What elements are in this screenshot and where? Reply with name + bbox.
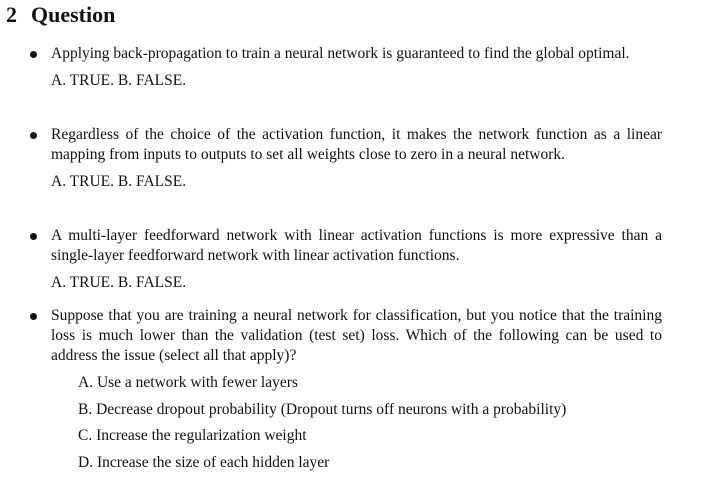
question-text: Applying back-propagation to train a neural network is guaranteed to find the global optimal.: [51, 45, 630, 62]
question-4: [30, 306, 662, 479]
question-2: [30, 125, 662, 192]
option-list: [78, 373, 662, 473]
option-d: D. Increase the size of each hidden layer: [78, 453, 330, 471]
question-text: Regardless of the choice of the activation function, it makes the network function as a linear mapping from inputs to outputs to set all weights close to zero in a neural network.: [51, 126, 662, 163]
bullet-icon: [30, 313, 37, 320]
answer-choices: A. TRUE. B. FALSE.: [51, 274, 187, 291]
section-heading: Question: [31, 2, 116, 27]
option-b: B. Decrease dropout probability (Dropout turns off neurons with a probability): [78, 400, 567, 418]
bullet-icon: [30, 132, 37, 139]
section-title: [6, 2, 115, 28]
question-1: [30, 44, 662, 91]
option-c: C. Increase the regularization weight: [78, 427, 307, 445]
option-a: A. Use a network with fewer layers: [78, 374, 298, 391]
bullet-icon: [30, 51, 37, 58]
answer-choices: A. TRUE. B. FALSE.: [51, 72, 187, 89]
question-3: [30, 226, 662, 293]
question-text: Suppose that you are training a neural network for classification, but you notice that the training loss is much lower than the validation (test set) loss. Which of the following can be used to address the issue (select all that apply)?: [51, 307, 662, 364]
section-number: 2: [6, 2, 17, 27]
bullet-icon: [30, 233, 37, 240]
question-text: A multi-layer feedforward network with linear activation functions is more expressive than a single-layer feedforward network with linear activation functions.: [51, 227, 662, 264]
answer-choices: A. TRUE. B. FALSE.: [51, 173, 187, 190]
